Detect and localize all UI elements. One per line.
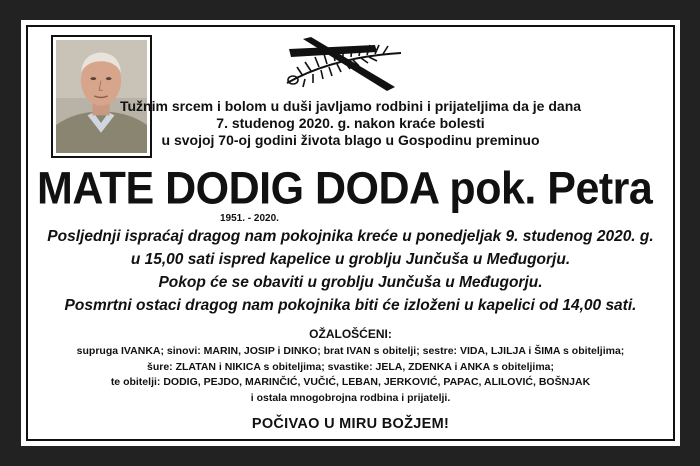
mourners-line: šure: ZLATAN i NIKICA s obiteljima; svastike: JELA, ZDENKA i ANKA s obiteljima; [146,360,555,373]
funeral-line: Posljednji ispraćaj dragog nam pokojnika kreće u ponedjeljak 9. studenog 2020. g. [47,228,654,245]
funeral-line: u 15,00 sati ispred kapelice u groblju Junčuša u Međugorju. [130,251,571,268]
funeral-details [21,225,680,317]
intro-text [21,98,680,149]
mourners-list [21,344,680,406]
funeral-line: Pokop će se obaviti u groblju Junčuša u Međugorju. [158,274,543,291]
obituary-card [21,20,680,446]
mourners-line: supruga IVANKA; sinovi: MARIN, JOSIP i DINKO; brat IVAN s obitelji; sestre: VIDA, LJILJA i ŠIMA s obiteljima; [76,345,625,357]
mourners-line: te obitelji: DODIG, PEJDO, MARINČIĆ, VUČIĆ, LEBAN, JERKOVIĆ, PAPAC, ALILOVIĆ, BOŠNJAK [110,376,591,388]
intro-line: 7. studenog 2020. g. nakon kraće bolesti [216,115,485,131]
intro-line: Tužnim srcem i bolom u duši javljamo rodbini i prijateljima da je dana [119,98,582,114]
mourners-heading: OŽALOŠĆENI: [309,327,392,341]
closing-phrase: POČIVAO U MIRU BOŽJEM! [251,416,450,432]
life-years: 1951. - 2020. [220,213,279,224]
cross-with-palm-icon [283,35,408,93]
mourners-line: i ostala mnogobrojna rodbina i prijatelji. [250,391,451,404]
intro-line: u svojoj 70-oj godini života blago u Gospodinu preminuo [161,132,540,148]
deceased-name: MATE DODIG DODA pok. Petra [37,163,653,215]
funeral-line: Posmrtni ostaci dragog nam pokojnika biti će izloženi u kapelici od 14,00 sati. [64,297,637,314]
